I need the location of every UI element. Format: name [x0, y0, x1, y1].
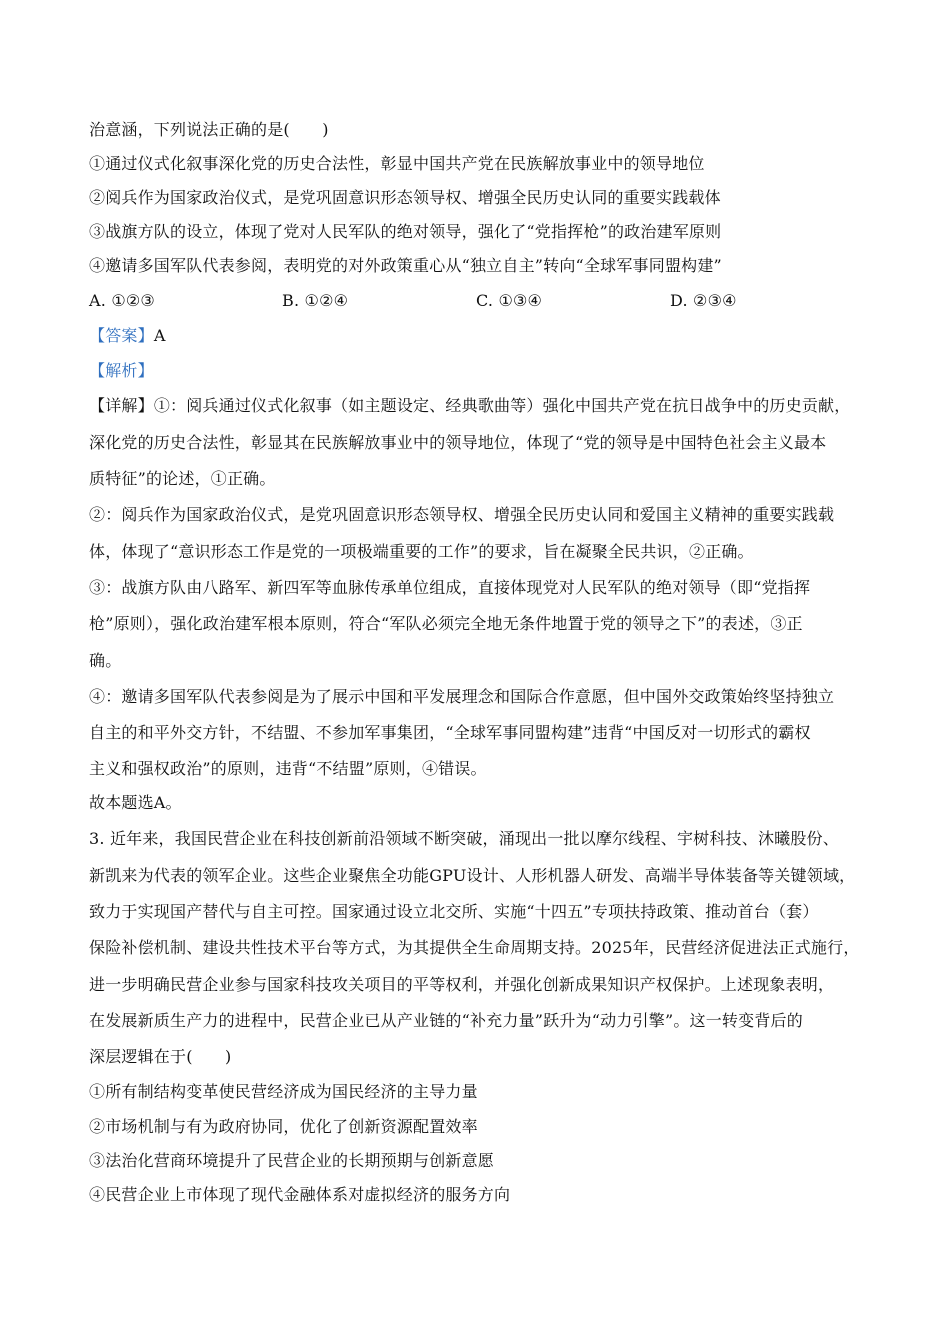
- q2-detail-line-9: ④：邀请多国军队代表参阅是为了展示中国和平发展理念和国际合作意愿，但中国外交政策始终坚持独立: [89, 687, 835, 706]
- q3-stem-line-7: 深层逻辑在于( ): [89, 1047, 232, 1066]
- q2-statement-1: ①通过仪式化叙事深化党的历史合法性，彰显中国共产党在民族解放事业中的领导地位: [89, 154, 705, 173]
- q2-detail-line-10: 自主的和平外交方针，不结盟、不参加军事集团，“全球军事同盟构建”违背“中国反对一切形式的霸权: [89, 723, 811, 742]
- q2-option-a: A. ①②③: [89, 291, 155, 310]
- q3-statement-4: ④民营企业上市体现了现代金融体系对虚拟经济的服务方向: [89, 1185, 511, 1204]
- analysis-tag: 【解析】: [89, 361, 154, 380]
- q2-detail-line-2: 深化党的历史合法性，彰显其在民族解放事业中的领导地位，体现了“党的领导是中国特色社会主义最本: [89, 433, 827, 452]
- q3-stem-line-5: 进一步明确民营企业参与国家科技攻关项目的平等权利，并强化创新成果知识产权保护。上述现象表明，: [89, 975, 835, 994]
- q3-statement-2: ②市场机制与有为政府协同，优化了创新资源配置效率: [89, 1117, 478, 1136]
- q2-statement-2: ②阅兵作为国家政治仪式，是党巩固意识形态领导权、增强全民历史认同的重要实践载体: [89, 188, 721, 207]
- q2-conclusion: 故本题选A。: [89, 793, 182, 812]
- q2-statement-4: ④邀请多国军队代表参阅，表明党的对外政策重心从“独立自主”转向“全球军事同盟构建”: [89, 256, 722, 275]
- q3-stem-line-6: 在发展新质生产力的进程中，民营企业已从产业链的“补充力量”跃升为“动力引擎”。这一转变背后的: [89, 1011, 803, 1030]
- answer-value: A: [153, 326, 166, 345]
- q3-statement-3: ③法治化营商环境提升了民营企业的长期预期与创新意愿: [89, 1151, 495, 1170]
- q2-option-b: B. ①②④: [282, 291, 349, 310]
- q2-detail-line-4: ②：阅兵作为国家政治仪式，是党巩固意识形态领导权、增强全民历史认同和爱国主义精神的重要实践载: [89, 505, 835, 524]
- q3-stem-line-4: 保险补偿机制、建设共性技术平台等方式，为其提供全生命周期支持。2025年，民营经济促进法正式施行，: [89, 938, 860, 957]
- answer-tag: 【答案】: [89, 326, 154, 345]
- q3-stem-line-1: 3. 近年来，我国民营企业在科技创新前沿领域不断突破，涌现出一批以摩尔线程、宇树科技、沐曦股份、: [89, 829, 839, 848]
- q2-option-d: D. ②③④: [670, 291, 737, 310]
- q2-detail-line-6: ③：战旗方队由八路军、新四军等血脉传承单位组成，直接体现党对人民军队的绝对领导（即“党指挥: [89, 578, 811, 597]
- q2-detail-line-8: 确。: [89, 651, 122, 670]
- q3-stem-line-3: 致力于实现国产替代与自主可控。国家通过设立北交所、实施“十四五”专项扶持政策、推动首台（套）: [89, 902, 819, 921]
- q2-stem-tail: 治意涵，下列说法正确的是( ): [89, 120, 329, 139]
- q2-options: [89, 291, 789, 311]
- q2-detail-line-1: 【详解】①：阅兵通过仪式化叙事（如主题设定、经典歌曲等）强化中国共产党在抗日战争中的历史贡献，: [89, 396, 851, 415]
- q2-detail-line-7: 枪”原则），强化政治建军根本原则，符合“军队必须完全地无条件地置于党的领导之下”的表述，③正: [89, 614, 803, 633]
- q2-detail-line-11: 主义和强权政治”的原则，违背“不结盟”原则，④错误。: [89, 759, 487, 778]
- q2-detail-line-5: 体，体现了“意识形态工作是党的一项极端重要的工作”的要求，旨在凝聚全民共识，②正确。: [89, 542, 754, 561]
- q2-detail-line-3: 质特征”的论述，①正确。: [89, 469, 276, 488]
- q2-analysis-heading: [89, 361, 154, 381]
- q3-statement-1: ①所有制结构变革使民营经济成为国民经济的主导力量: [89, 1082, 478, 1101]
- detail-tag: 【详解】: [89, 396, 154, 415]
- q2-option-c: C. ①③④: [476, 291, 543, 310]
- q2-statement-3: ③战旗方队的设立，体现了党对人民军队的绝对领导，强化了“党指挥枪”的政治建军原则: [89, 222, 722, 241]
- q2-answer: [89, 326, 166, 346]
- q3-stem-line-2: 新凯来为代表的领军企业。这些企业聚焦全功能GPU设计、人形机器人研发、高端半导体装备等关键领域，: [89, 866, 856, 885]
